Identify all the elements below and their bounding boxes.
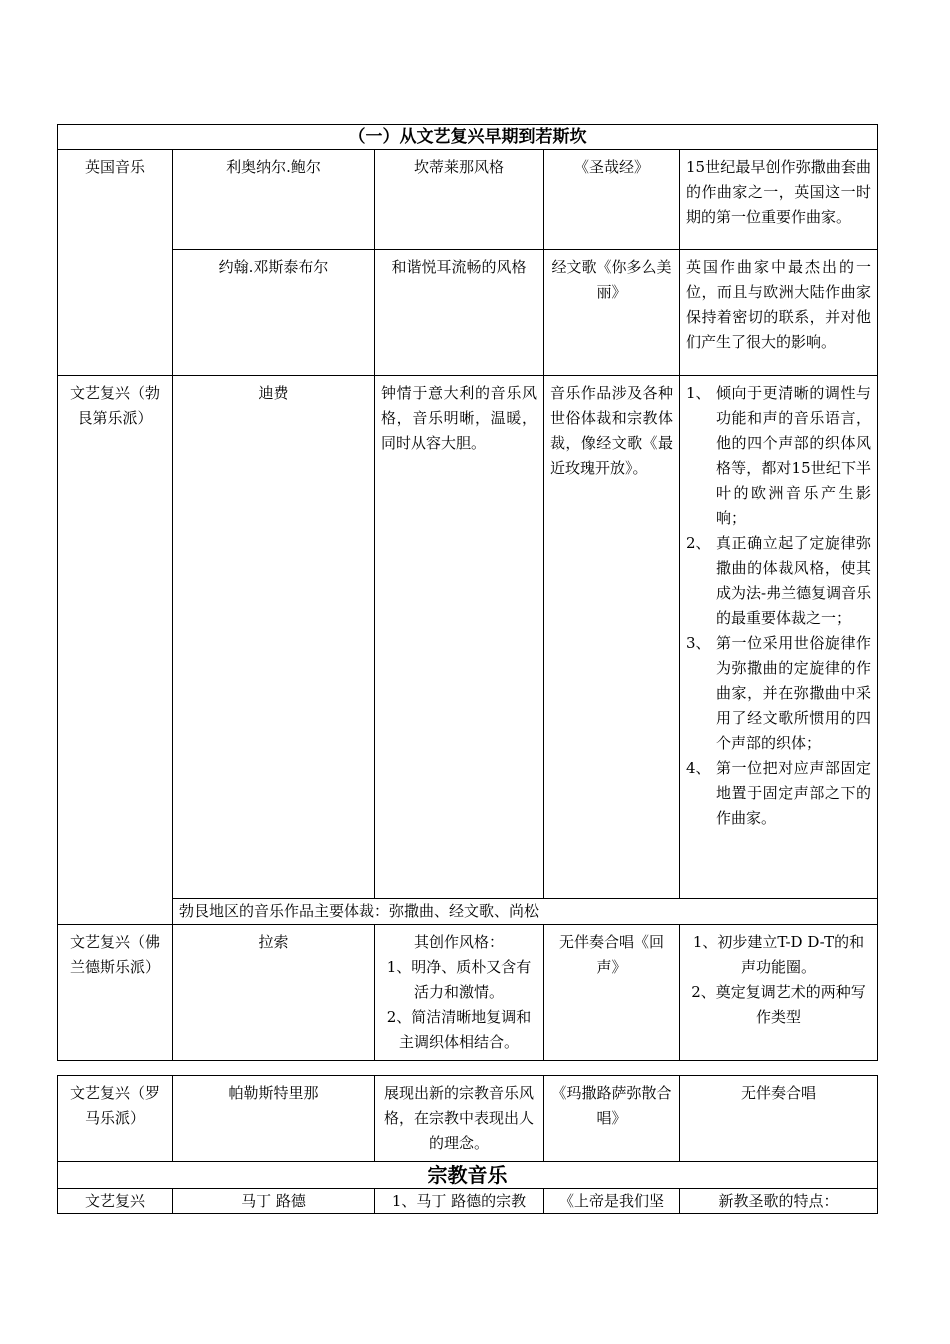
list-item: 3、 第一位采用世俗旋律作为弥撒曲的定旋律的作曲家，并在弥撒曲中采用了经文歌所惯用的四个声部的织体； [686,634,872,752]
note-item: 1、初步建立T-D D-T的和声功能圈。 [692,933,865,976]
composer-cell: 马丁 路德 [173,1189,375,1214]
list-item: 1、 倾向于更清晰的调性与功能和声的音乐语言，他的四个声部的织体风格等，都对15世纪下半叶的欧洲音乐产生影响； [686,384,872,527]
section-title: （一）从文艺复兴早期到若斯坎 [58,125,878,150]
category-flemish: 文艺复兴（佛兰德斯乐派） [58,925,173,1061]
composer-cell: 帕勒斯特里那 [173,1076,375,1162]
category-burgundy: 文艺复兴（勃艮第乐派） [58,376,173,925]
notes-cell: 新教圣歌的特点： [680,1189,878,1214]
works-cell: 《上帝是我们坚 [544,1189,680,1214]
composer-cell: 利奥纳尔.鲍尔 [173,150,375,250]
works-cell: 音乐作品涉及各种世俗体裁和宗教体裁，像经文歌《最近玫瑰开放》。 [544,376,680,899]
notes-cell: 英国作曲家中最杰出的一位，而且与欧洲大陆作曲家保持着密切的联系，并对他们产生了很大的影响。 [680,250,878,376]
notes-cell: 无伴奏合唱 [680,1076,878,1162]
style-cell: 和谐悦耳流畅的风格 [375,250,544,376]
composer-cell: 迪费 [173,376,375,899]
category-roman: 文艺复兴（罗马乐派） [58,1076,173,1162]
genres-note: 勃艮地区的音乐作品主要体裁：弥撒曲、经文歌、尚松 [173,899,878,925]
notes-list [686,381,871,831]
style-item: 1、明净、质朴又含有活力和激情。 [386,958,532,1001]
style-cell: 钟情于意大利的音乐风格，音乐明晰，温暖，同时从容大胆。 [375,376,544,899]
notes-cell [680,925,878,1061]
list-item: 4、 第一位把对应声部固定地置于固定声部之下的作曲家。 [686,759,872,827]
works-cell: 《圣哉经》 [544,150,680,250]
works-cell: 无伴奏合唱《回声》 [544,925,680,1061]
notes-cell: 15世纪最早创作弥撒曲套曲的作曲家之一，英国这一时期的第一位重要作曲家。 [680,150,878,250]
section-title: 宗教音乐 [58,1162,878,1189]
style-cell: 展现出新的宗教音乐风格，在宗教中表现出人的理念。 [375,1076,544,1162]
table-renaissance-early [57,124,878,1061]
note-item: 2、奠定复调艺术的两种写作类型 [691,983,866,1026]
style-cell: 坎蒂莱那风格 [375,150,544,250]
notes-cell [680,376,878,899]
composer-cell: 拉索 [173,925,375,1061]
table-renaissance-roman [57,1075,878,1214]
style-title: 其创作风格： [413,933,504,951]
style-cell [375,925,544,1061]
works-cell: 经文歌《你多么美丽》 [544,250,680,376]
category-cell: 文艺复兴 [58,1189,173,1214]
style-cell: 1、马丁 路德的宗教 [375,1189,544,1214]
style-item: 2、简洁清晰地复调和主调织体相结合。 [386,1008,532,1051]
works-cell: 《玛撒路萨弥散合唱》 [544,1076,680,1162]
composer-cell: 约翰.邓斯泰布尔 [173,250,375,376]
category-english: 英国音乐 [58,150,173,376]
list-item: 2、 真正确立起了定旋律弥撒曲的体裁风格，使其成为法-弗兰德复调音乐的最重要体裁之一； [686,534,872,627]
